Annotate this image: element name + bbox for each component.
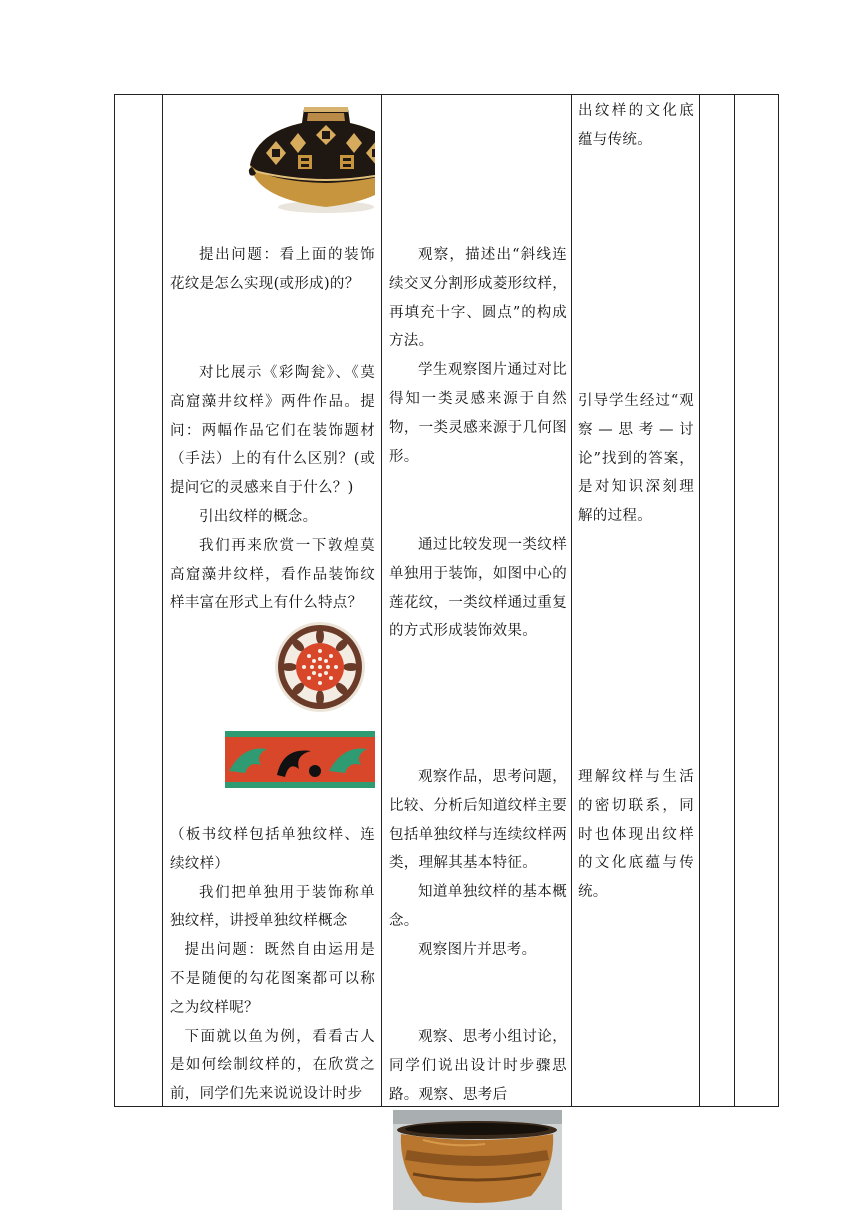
- student-activity-column: [389, 95, 567, 1106]
- teacher-board-note: （板书纹样包括单独纹样、连续纹样）: [170, 827, 375, 872]
- teacher-activity-column: [170, 95, 375, 1106]
- intent-culture: 出纹样的文化底蕴与传统。: [578, 103, 694, 148]
- student-compare: 通过比较发现一类纹样单独用于装饰，如图中心的莲花纹，一类纹样通过重复的方式形成装饰效果。: [389, 537, 567, 640]
- pottery-bowl-image: [393, 1110, 562, 1210]
- continuous-pattern-band-image: [225, 731, 375, 788]
- painted-pottery-jar-image: [246, 103, 375, 215]
- lesson-table: [114, 94, 779, 1107]
- lotus-pattern-image: [274, 621, 366, 713]
- column-divider: [734, 95, 735, 1106]
- student-group-discussion: 观察、思考小组讨论，同学们说出设计时步骤思路。观察、思考后: [389, 1029, 567, 1103]
- student-analyze: 观察作品，思考问题，比较、分析后知道纹样主要包括单独纹样与连续纹样两类，理解其基本特征。: [389, 769, 567, 872]
- student-observe-2: 学生观察图片通过对比得知一类灵感来源于自然物，一类灵感来源于几何图形。: [389, 362, 567, 465]
- teacher-pattern-concept: 引出纹样的概念。: [199, 508, 318, 525]
- design-intent-column: [578, 95, 694, 1106]
- student-single-concept: 知道单独纹样的基本概念。: [389, 884, 567, 929]
- intent-life: 理解纹样与生活的密切联系，同时也体现出纹样的文化底蕴与传统。: [578, 769, 694, 901]
- teacher-question-1: 提出问题：看上面的装饰花纹是怎么实现(或形成)的？: [170, 247, 375, 292]
- teacher-compare-works: 对比展示《彩陶瓮》、《莫高窟藻井纹样》两件作品。提问：两幅作品它们在装饰题材（手法）上的有什么区别？(或提问它的灵感来自于什么？): [170, 365, 375, 497]
- teacher-dunhuang-question: 我们再来欣赏一下敦煌莫高窟藻井纹样，看作品装饰纹样丰富在形式上有什么特点？: [170, 537, 375, 612]
- teacher-single-pattern: 我们把单独用于装饰称单独纹样，讲授单独纹样概念: [170, 884, 375, 930]
- column-divider: [381, 95, 382, 1106]
- column-divider: [571, 95, 572, 1106]
- teacher-question-2: 提出问题：既然自由运用是不是随便的勾花图案都可以称之为纹样呢？: [170, 942, 375, 1016]
- teacher-fish-example: 下面就以鱼为例，看看古人是如何绘制纹样的，在欣赏之前，同学们先来说说设计时步: [170, 1028, 375, 1103]
- intent-guide: 引导学生经过“观察—思考—讨论”找到的答案，是对知识深刻理解的过程。: [578, 393, 694, 525]
- column-divider: [162, 95, 163, 1106]
- student-observe-1: 观察，描述出“斜线连续交叉分割形成菱形纹样，再填充十字、圆点”的构成方法。: [389, 247, 567, 350]
- student-observe-image: 观察图片并思考。: [418, 941, 537, 958]
- column-divider: [699, 95, 700, 1106]
